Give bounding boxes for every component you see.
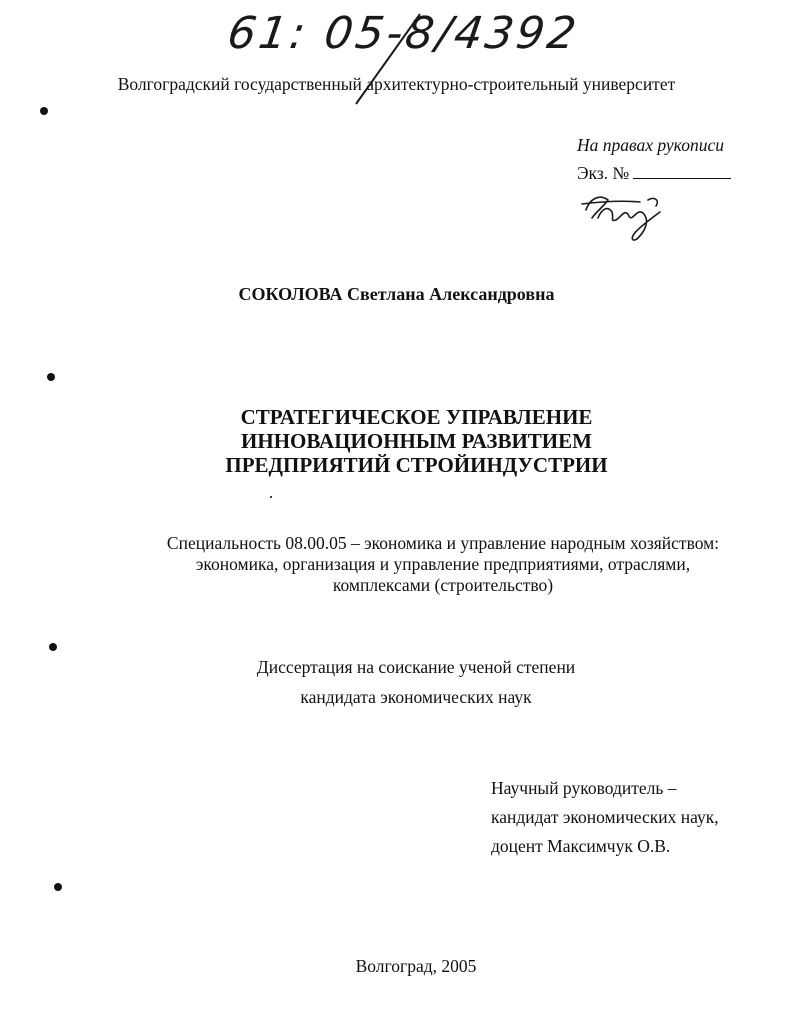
author-given-names: Светлана Александровна xyxy=(347,284,555,304)
specialty-line: Специальность 08.00.05 – экономика и управление народным хозяйством: xyxy=(166,533,720,553)
supervisor-line: Научный руководитель – xyxy=(491,778,677,798)
binder-hole-mark xyxy=(47,373,55,381)
binder-hole-mark xyxy=(40,107,48,115)
degree-block xyxy=(0,652,793,712)
signature-icon xyxy=(578,188,668,246)
title-line: ИННОВАЦИОННЫМ РАЗВИТИЕМ xyxy=(241,429,592,453)
degree-line: кандидата экономических наук xyxy=(300,687,532,707)
author-name xyxy=(0,284,793,305)
title-line: ПРЕДПРИЯТИЙ СТРОЙИНДУСТРИИ xyxy=(225,453,608,477)
dissertation-title xyxy=(0,405,793,477)
rights-note: На правах рукописи xyxy=(577,135,724,155)
binder-hole-mark xyxy=(49,643,57,651)
specialty-block xyxy=(0,533,793,596)
archive-number-handwritten: 61: 05-8/4392 xyxy=(224,8,583,59)
copy-number-field xyxy=(577,163,731,184)
binder-hole-mark xyxy=(54,883,62,891)
supervisor-block xyxy=(491,774,719,861)
specialty-line: комплексами (строительство) xyxy=(332,575,554,595)
degree-line: Диссертация на соискание ученой степени xyxy=(256,657,576,677)
copy-number-blank xyxy=(633,164,731,179)
title-line: СТРАТЕГИЧЕСКОЕ УПРАВЛЕНИЕ xyxy=(240,405,593,429)
author-surname: СОКОЛОВА xyxy=(238,284,343,304)
scan-speck xyxy=(270,496,272,498)
supervisor-line: кандидат экономических наук, xyxy=(491,807,719,827)
supervisor-line: доцент Максимчук О.В. xyxy=(491,836,671,856)
specialty-line: экономика, организация и управление предприятиями, отраслями, xyxy=(195,554,691,574)
copy-number-label: Экз. № xyxy=(577,163,630,183)
university-name: Волгоградский государственный архитектурно-строительный университет xyxy=(117,74,676,94)
place-year: Волгоград, 2005 xyxy=(355,956,477,976)
